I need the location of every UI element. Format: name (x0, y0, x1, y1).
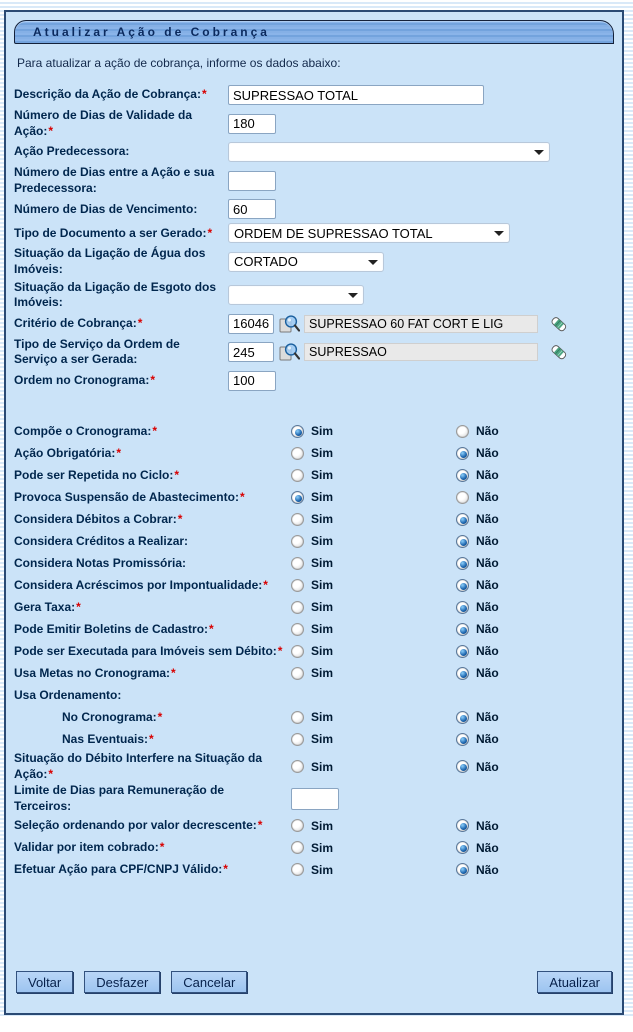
chevron-down-icon (348, 293, 358, 298)
radio-option-nao[interactable] (456, 446, 614, 460)
field-label: Considera Notas Promissória: (14, 555, 187, 570)
tipo-documento-select[interactable] (228, 223, 510, 243)
radio-option-label: Sim (311, 446, 334, 461)
radio-option-label: Sim (311, 862, 334, 877)
required-asterisk: * (209, 621, 214, 636)
radio-row (14, 663, 614, 684)
radio-option-sim[interactable] (291, 732, 456, 746)
radio-button-icon[interactable] (456, 557, 469, 570)
section-gap (14, 394, 614, 420)
radio-row (14, 575, 614, 596)
radio-option-nao[interactable] (456, 732, 614, 746)
field-row-dias-vencimento (14, 198, 614, 220)
situacao-agua-select[interactable] (228, 252, 384, 272)
required-asterisk: * (152, 423, 158, 438)
radio-option-nao[interactable] (456, 468, 614, 482)
radio-option-sim[interactable] (291, 468, 456, 482)
field-label (14, 373, 228, 389)
radio-option-nao[interactable] (456, 644, 614, 658)
radio-option-nao[interactable] (456, 819, 614, 833)
radio-option-nao[interactable] (456, 512, 614, 526)
radio-button-icon[interactable] (291, 841, 304, 854)
radio-button-icon[interactable] (456, 667, 469, 680)
radio-button-icon[interactable] (291, 863, 304, 876)
field-label: Situação do Débito Interfere na Situação da Ação:* (14, 750, 263, 781)
radio-button-icon[interactable] (456, 623, 469, 636)
chevron-down-icon (368, 260, 378, 265)
radio-option-label: Sim (311, 600, 334, 615)
situacao-esgoto-select[interactable] (228, 285, 364, 305)
field-label: Usa Ordenamento: (14, 687, 122, 702)
field-row-tipo-servico (14, 337, 614, 368)
radio-option-nao[interactable] (456, 622, 614, 636)
radio-row (14, 619, 614, 640)
radio-option-nao[interactable] (456, 424, 614, 438)
radio-button-icon[interactable] (456, 733, 469, 746)
radio-option-label: Sim (311, 732, 334, 747)
required-asterisk: * (171, 665, 176, 680)
radio-option-label: Sim (311, 556, 334, 571)
dias-entre-input[interactable] (228, 171, 276, 191)
field-row-situacao-esgoto (14, 280, 614, 311)
chevron-down-icon (494, 231, 504, 236)
required-asterisk: * (257, 818, 263, 833)
field-label: Provoca Suspensão de Abastecimento:* (14, 489, 245, 504)
radio-option-nao[interactable] (456, 600, 614, 614)
radio-option-label: Não (476, 818, 499, 833)
radio-option-nao[interactable] (456, 841, 614, 855)
radio-option-label: Sim (311, 622, 334, 637)
radio-option-sim[interactable] (291, 710, 456, 724)
required-asterisk: * (149, 731, 154, 746)
field-label: Compõe o Cronograma:* (14, 423, 158, 438)
required-asterisk: * (159, 840, 165, 855)
radio-button-icon[interactable] (291, 447, 304, 460)
field-label: Pode ser Executada para Imóveis sem Débito:* (14, 643, 283, 658)
radio-button-icon[interactable] (456, 645, 469, 658)
radio-option-label: Não (476, 556, 499, 571)
radio-row (14, 509, 614, 530)
radio-option-label: Não (476, 622, 499, 637)
radio-button-icon[interactable] (456, 535, 469, 548)
field-label: Ação Obrigatória:* (14, 445, 122, 460)
radio-option-label: Sim (311, 666, 334, 681)
radio-option-nao[interactable] (456, 863, 614, 877)
radio-button-icon[interactable] (291, 425, 304, 438)
radio-option-sim[interactable] (291, 424, 456, 438)
field-label: Considera Débitos a Cobrar:* (14, 511, 183, 526)
form-panel (4, 10, 624, 1015)
radio-option-sim[interactable] (291, 556, 456, 570)
radio-row (14, 685, 614, 706)
field-row-tipo-documento (14, 222, 614, 244)
chevron-down-icon (534, 150, 544, 155)
field-label: Pode ser Repetida no Ciclo:* (14, 467, 180, 482)
tipo-servico-description: SUPRESSAO (304, 343, 538, 361)
field-label: Considera Acréscimos por Impontualidade:* (14, 577, 268, 592)
radio-button-icon[interactable] (456, 863, 469, 876)
eraser-icon[interactable] (548, 342, 570, 363)
radio-option-label: Sim (311, 534, 334, 549)
radio-option-label: Não (476, 710, 499, 725)
field-label (14, 87, 228, 103)
required-asterisk: * (48, 123, 54, 138)
radio-row (14, 783, 614, 814)
radio-option-label: Não (476, 512, 499, 527)
radio-option-label: Não (476, 862, 499, 877)
field-label: Pode Emitir Boletins de Cadastro:* (14, 621, 214, 636)
radio-button-icon[interactable] (291, 535, 304, 548)
radio-option-nao[interactable] (456, 490, 614, 504)
search-icon[interactable] (278, 342, 300, 363)
label-text: Descrição da Ação de Cobrança: (14, 87, 201, 102)
radio-button-icon[interactable] (456, 469, 469, 482)
radio-option-label: Não (476, 468, 499, 483)
label-text: Situação da Ligação de Esgoto dos Imóveis: (14, 279, 217, 310)
field-label (14, 337, 228, 368)
radio-button-icon[interactable] (456, 841, 469, 854)
dias-validade-input[interactable] (228, 114, 276, 134)
radio-options-section (14, 420, 614, 881)
fields-section (14, 82, 614, 394)
radio-row (14, 815, 614, 836)
radio-row (14, 729, 614, 750)
radio-button-icon[interactable] (456, 601, 469, 614)
field-label (14, 202, 228, 218)
radio-option-label: Não (476, 732, 499, 747)
radio-option-label: Não (476, 600, 499, 615)
field-label: Nas Eventuais:* (62, 731, 154, 746)
radio-button-icon[interactable] (456, 711, 469, 724)
criterio-code-input[interactable] (228, 314, 274, 334)
search-icon[interactable] (278, 313, 300, 334)
radio-option-sim[interactable] (291, 578, 456, 592)
radio-option-nao[interactable] (456, 534, 614, 548)
radio-option-sim[interactable] (291, 644, 456, 658)
limite-dias-input[interactable] (291, 788, 339, 810)
radio-button-icon[interactable] (456, 491, 469, 504)
radio-row (14, 465, 614, 486)
radio-option-label: Não (476, 578, 499, 593)
radio-option-sim[interactable] (291, 446, 456, 460)
radio-option-sim[interactable] (291, 490, 456, 504)
radio-option-sim[interactable] (291, 666, 456, 680)
radio-row (14, 531, 614, 552)
select-value: CORTADO (234, 254, 298, 270)
required-asterisk: * (239, 489, 245, 504)
required-asterisk: * (263, 577, 268, 592)
required-asterisk: * (157, 709, 163, 724)
atualizar-button[interactable]: Atualizar (537, 971, 612, 993)
label-text: Critério de Cobrança: (14, 315, 137, 330)
required-asterisk: * (277, 643, 283, 658)
radio-option-label: Sim (311, 468, 334, 483)
radio-row (14, 443, 614, 464)
panel-title-bar (14, 20, 614, 44)
page-bottom-margin (0, 1016, 633, 1032)
tipo-servico-code-input[interactable] (228, 342, 274, 362)
radio-option-label: Sim (311, 644, 334, 659)
radio-button-icon[interactable] (456, 579, 469, 592)
radio-option-label: Sim (311, 424, 334, 439)
eraser-icon[interactable] (548, 313, 570, 334)
radio-row (14, 859, 614, 880)
radio-button-icon[interactable] (291, 733, 304, 746)
voltar-button[interactable]: Voltar (16, 971, 73, 993)
radio-button-icon[interactable] (291, 491, 304, 504)
required-asterisk: * (174, 467, 180, 482)
radio-button-icon[interactable] (456, 513, 469, 526)
field-label (14, 165, 228, 196)
field-row-dias-entre (14, 165, 614, 196)
acao-predecessora-select[interactable] (228, 142, 550, 162)
radio-option-label: Não (476, 446, 499, 461)
required-asterisk: * (116, 445, 122, 460)
radio-row (14, 641, 614, 662)
radio-button-icon[interactable] (291, 819, 304, 832)
radio-button-icon[interactable] (291, 469, 304, 482)
radio-row (14, 707, 614, 728)
cancelar-button[interactable]: Cancelar (171, 971, 247, 993)
radio-option-label: Não (476, 490, 499, 505)
radio-button-icon[interactable] (456, 425, 469, 438)
field-label: Limite de Dias para Remuneração de Terceiros: (14, 783, 225, 813)
radio-option-sim[interactable] (291, 600, 456, 614)
field-label (14, 226, 228, 242)
field-row-situacao-agua (14, 246, 614, 277)
field-label (14, 316, 228, 332)
radio-option-label: Não (476, 424, 499, 439)
label-text: Ordem no Cronograma: (14, 373, 150, 388)
descricao-input[interactable] (228, 85, 484, 105)
radio-button-icon[interactable] (291, 667, 304, 680)
field-label (14, 280, 228, 311)
radio-button-icon[interactable] (291, 557, 304, 570)
ordem-cronograma-input[interactable] (228, 371, 276, 391)
field-label: Seleção ordenando por valor decrescente:* (14, 818, 263, 833)
label-text: Número de Dias entre a Ação e sua Predecessora: (14, 165, 215, 195)
radio-option-sim[interactable] (291, 622, 456, 636)
radio-option-sim[interactable] (291, 534, 456, 548)
radio-row (14, 837, 614, 858)
required-asterisk: * (177, 511, 183, 526)
intro-text: Para atualizar a ação de cobrança, informe os dados abaixo: (17, 56, 341, 70)
field-label (14, 144, 228, 160)
required-asterisk: * (150, 373, 156, 388)
radio-button-icon[interactable] (291, 513, 304, 526)
radio-row (14, 553, 614, 574)
required-asterisk: * (207, 225, 213, 240)
radio-option-nao[interactable] (456, 556, 614, 570)
radio-option-nao[interactable] (456, 760, 614, 774)
radio-option-label: Sim (311, 818, 334, 833)
dias-vencimento-input[interactable] (228, 199, 276, 219)
radio-button-icon[interactable] (456, 819, 469, 832)
field-label: Validar por item cobrado:* (14, 840, 165, 855)
radio-option-label: Não (476, 840, 499, 855)
field-label: Gera Taxa:* (14, 599, 81, 614)
field-row-dias-validade (14, 108, 614, 139)
field-row-ordem-cronograma (14, 370, 614, 392)
radio-row (14, 487, 614, 508)
radio-option-label: Sim (311, 490, 334, 505)
radio-row (14, 597, 614, 618)
radio-option-nao[interactable] (456, 710, 614, 724)
label-text: Número de Dias de Vencimento: (14, 201, 198, 216)
field-row-acao-predecessora (14, 141, 614, 163)
radio-option-label: Não (476, 644, 499, 659)
label-text: Situação da Ligação de Água dos Imóveis: (14, 246, 206, 276)
radio-row (14, 751, 614, 782)
page-title: Atualizar Ação de Cobrança (33, 25, 270, 39)
radio-option-sim[interactable] (291, 841, 456, 855)
radio-option-label: Sim (311, 578, 334, 593)
label-text: Tipo de Documento a ser Gerado: (14, 225, 207, 240)
radio-option-label: Sim (311, 840, 334, 855)
required-asterisk: * (201, 87, 207, 102)
field-row-criterio (14, 313, 614, 335)
field-label: Usa Metas no Cronograma:* (14, 665, 176, 680)
radio-button-icon[interactable] (291, 623, 304, 636)
radio-option-label: Não (476, 666, 499, 681)
radio-button-icon[interactable] (291, 760, 304, 773)
radio-option-label: Sim (311, 710, 334, 725)
radio-option-sim[interactable] (291, 512, 456, 526)
label-text: Ação Predecessora: (14, 144, 130, 159)
button-bar (14, 971, 614, 1001)
field-label: Efetuar Ação para CPF/CNPJ Válido:* (14, 862, 228, 877)
radio-option-label: Sim (311, 512, 334, 527)
radio-option-sim[interactable] (291, 819, 456, 833)
radio-button-icon[interactable] (291, 645, 304, 658)
radio-option-nao[interactable] (456, 578, 614, 592)
radio-option-nao[interactable] (456, 666, 614, 680)
radio-option-sim[interactable] (291, 760, 456, 774)
radio-button-icon[interactable] (456, 760, 469, 773)
field-label: No Cronograma:* (62, 709, 163, 724)
label-text: Tipo de Serviço da Ordem de Serviço a ser Gerada: (14, 336, 180, 367)
radio-button-icon[interactable] (291, 711, 304, 724)
label-text: Número de Dias de Validade da Ação: (14, 108, 193, 138)
radio-option-label: Sim (311, 759, 334, 774)
required-asterisk: * (48, 766, 54, 781)
radio-row (14, 421, 614, 442)
field-label (14, 108, 228, 139)
field-row-descricao (14, 84, 614, 106)
criterio-description: SUPRESSAO 60 FAT CORT E LIG (304, 315, 538, 333)
radio-button-icon[interactable] (291, 579, 304, 592)
required-asterisk: * (137, 315, 143, 330)
desfazer-button[interactable]: Desfazer (84, 971, 160, 993)
required-asterisk: * (223, 862, 228, 877)
field-label (14, 246, 228, 277)
radio-option-sim[interactable] (291, 863, 456, 877)
required-asterisk: * (76, 599, 81, 614)
radio-button-icon[interactable] (291, 601, 304, 614)
field-label: Considera Créditos a Realizar: (14, 533, 189, 548)
radio-button-icon[interactable] (456, 447, 469, 460)
radio-option-label: Não (476, 759, 499, 774)
radio-option-label: Não (476, 534, 499, 549)
select-value: ORDEM DE SUPRESSAO TOTAL (234, 225, 433, 241)
